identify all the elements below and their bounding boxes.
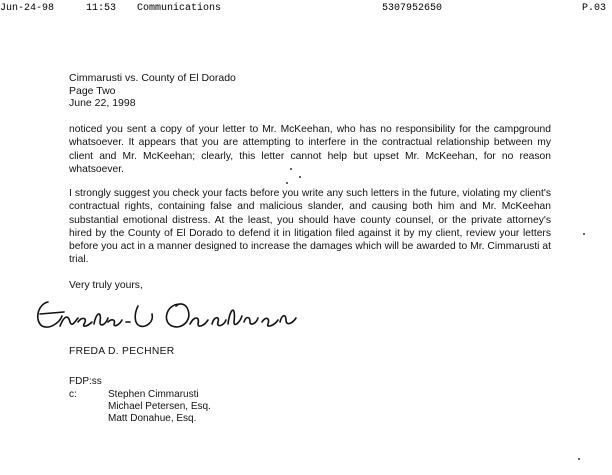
fax-phone: 5307952650 bbox=[382, 3, 443, 14]
case-title: Cimmarusti vs. County of El Dorado bbox=[69, 72, 236, 84]
fax-sender: Communications bbox=[137, 3, 222, 14]
body-paragraph-1: noticed you sent a copy of your letter to Mr. McKeehan, who has no responsibility for the campground whatsoever. It appears that you are attempting to interfere in the contractual relationship between my client and Mr. McKeehan; clearly, this letter cannot help but upset Mr. McKeehan, for no reason whatsoever. bbox=[69, 124, 551, 175]
scan-speck bbox=[578, 458, 580, 460]
handwritten-signature bbox=[30, 292, 305, 337]
cc-label: c: bbox=[69, 389, 77, 400]
page-label: Page Two bbox=[69, 84, 116, 97]
signer-name: FREDA D. PECHNER bbox=[69, 346, 175, 357]
body-paragraph-2: I strongly suggest you check your facts before you write any such letters in the future, violating my client's contractual rights, containing false and malicious slander, and causing both him and Mr. McKeehan substantial emotional distress. At the least, you should have county counsel, or the private attorney's hired by the County of El Dorado to defend it in litigation filed against it by my client, review your letters before you act in a manner designed to increase the damages which will be awarded to Mr. Cimmarusti at trial. bbox=[69, 188, 551, 266]
scan-speck bbox=[286, 182, 288, 184]
reference-block bbox=[69, 72, 236, 110]
cc-recipient: Stephen Cimmarusti bbox=[108, 389, 199, 400]
closing-salutation: Very truly yours, bbox=[69, 280, 143, 291]
cc-recipient: Matt Donahue, Esq. bbox=[108, 412, 197, 424]
fax-time: 11:53 bbox=[86, 3, 117, 14]
cc-list bbox=[108, 389, 211, 424]
scan-speck bbox=[583, 233, 585, 235]
scan-speck bbox=[299, 176, 301, 178]
fax-date: Jun-24-98 bbox=[0, 3, 55, 14]
cc-recipient: Michael Petersen, Esq. bbox=[108, 400, 211, 412]
typist-initials: FDP:ss bbox=[69, 376, 102, 387]
fax-page-number: P.03 bbox=[582, 3, 607, 14]
letter-date: June 22, 1998 bbox=[69, 97, 136, 109]
fax-header bbox=[0, 3, 612, 17]
scan-speck bbox=[290, 168, 292, 170]
